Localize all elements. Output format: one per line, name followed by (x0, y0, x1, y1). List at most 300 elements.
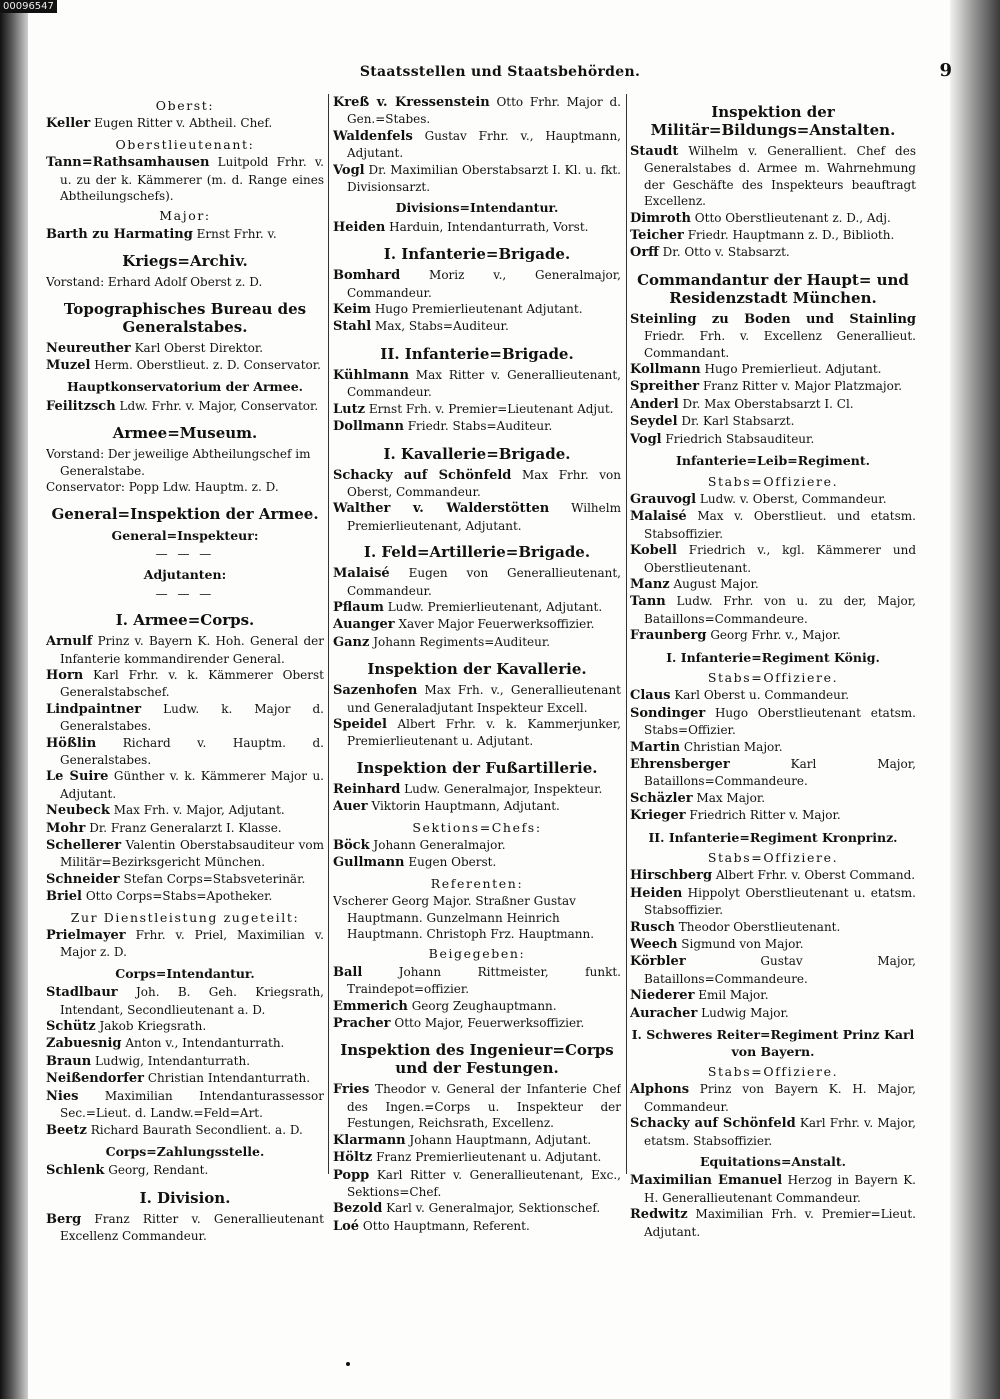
entry-details: Günther v. k. Kämmerer Major u. Adjutant. (60, 769, 324, 801)
entry-surname: Berg (46, 1211, 82, 1227)
entry-details: Gustav Frhr. v., Hauptmann, Adjutant. (347, 128, 621, 161)
section-heading: I. Division. (139, 1188, 231, 1207)
sub-section-heading: Corps=Intendantur. (115, 965, 255, 981)
section-heading: General=Inspektion der Armee. (51, 504, 319, 523)
directory-entry (333, 998, 621, 1015)
directory-entry (46, 357, 324, 374)
entry-details: Karl Frhr. v. k. Kämmerer Oberst Generalstabschef. (60, 667, 324, 700)
entry-details: Johann Hauptmann, Adjutant. (409, 1132, 592, 1147)
entry-details: Eugen Ritter v. Abtheil. Chef. (94, 116, 273, 131)
entry-surname: Fraunberg (630, 628, 707, 644)
entry-surname: Körbler (630, 954, 686, 970)
entry-details: Ludwig, Intendanturrath. (95, 1053, 251, 1068)
directory-entry (333, 837, 621, 854)
entry-details: Maximilian Frh. v. Premier=Lieut. Adjutant. (644, 1207, 916, 1239)
section-heading: I. Feld=Artillerie=Brigade. (363, 543, 591, 562)
directory-entry (46, 340, 324, 357)
entry-surname: Sazenhofen (333, 683, 418, 699)
entry-details: Otto Corps=Stabs=Apotheker. (85, 889, 273, 904)
directory-entry (630, 593, 916, 627)
entry-surname: Grauvogl (630, 491, 697, 507)
entry-surname: Malaisé (630, 509, 687, 525)
section-heading: Commandantur der Haupt= und Residenzstadt München. (637, 270, 909, 307)
directory-entry (630, 576, 916, 593)
entry-details: Max Frhr. von Oberst, Commandeur. (347, 467, 621, 499)
directory-entry (630, 143, 916, 210)
entry-surname: Lindpaintner (46, 701, 142, 717)
entry-details: Eugen von Generallieutenant, Commandeur. (347, 566, 621, 598)
entry-surname: Bomhard (333, 268, 401, 284)
entry-details: Karl Oberst Direktor. (134, 340, 264, 355)
sub-section-heading: Infanterie=Leib=Regiment. (676, 453, 870, 469)
entry-details: Hippolyt Oberstlieutenant u. etatsm. Stabsoffizier. (644, 885, 916, 918)
rank-subheading: Zur Dienstleistung zugeteilt: (70, 909, 300, 925)
entry-details: Dr. Max Oberstabsarzt I. Cl. (682, 396, 854, 411)
section-heading: Inspektion der Fußartillerie. (356, 758, 598, 777)
entry-surname: Emmerich (333, 998, 408, 1014)
page-mark (346, 1362, 350, 1366)
entry-details: Max v. Oberstlieut. und etatsm. Stabsoffizier. (644, 509, 916, 541)
directory-entry (333, 599, 621, 616)
entry-surname: Klarmann (333, 1132, 406, 1148)
entry-surname: Bezold (333, 1201, 383, 1217)
entry-surname: Schacky auf Schönfeld (630, 1116, 796, 1132)
directory-entry (333, 634, 621, 651)
directory-entry (333, 1081, 621, 1131)
directory-entry (630, 431, 916, 448)
directory-entry (333, 267, 621, 301)
entry-surname: Braun (46, 1053, 92, 1069)
entry-surname: Orff (630, 245, 659, 261)
rank-subheading: Stabs=Offiziere. (707, 669, 839, 685)
rank-subheading: Beigegeben: (428, 946, 526, 962)
entry-details: Georg Zeughauptmann. (411, 998, 557, 1013)
directory-entry (630, 790, 916, 807)
section-heading: Inspektion der Militär=Bildungs=Anstalten. (650, 103, 896, 139)
directory-entry (333, 401, 621, 418)
entry-details: Max Ritter v. Generallieutenant, Commandeur. (347, 367, 621, 400)
entry-details: Herm. Oberstlieut. z. D. Conservator. (94, 358, 321, 373)
entry-surname: Stadlbaur (46, 985, 118, 1001)
section-heading: Armee=Museum. (112, 424, 258, 443)
section-heading: Inspektion der Kavallerie. (367, 660, 587, 679)
entry-surname: Nies (46, 1088, 79, 1104)
directory-entry (333, 219, 621, 236)
entry-surname: Pracher (333, 1016, 391, 1032)
entry-surname: Auracher (630, 1005, 698, 1021)
entry-details: Valentin Oberstabsauditeur vom Militär=Bezirksgericht München. (60, 838, 324, 870)
entry-details: Prinz v. Bayern K. Hoh. General der Infanterie kommandirender General. (60, 634, 324, 666)
entry-surname: Redwitz (630, 1207, 688, 1223)
directory-entry (333, 781, 621, 798)
entry-details: Ludw. Generalmajor, Inspekteur. (404, 781, 603, 796)
rank-subheading: Stabs=Offiziere. (707, 850, 839, 866)
entry-details: Otto Oberstlieutenant z. D., Adj. (694, 210, 891, 225)
directory-entry (630, 1206, 916, 1240)
entry-surname: Schacky auf Schönfeld (333, 467, 512, 483)
entry-surname: Waldenfels (333, 128, 413, 144)
entry-details: Karl Oberst u. Commandeur. (674, 688, 850, 703)
directory-entry (630, 687, 916, 704)
directory-entry (630, 756, 916, 790)
directory-entry (46, 667, 324, 701)
directory-entry (46, 768, 324, 802)
directory-entry (333, 616, 621, 633)
rank-subheading: Oberst: (155, 98, 215, 113)
directory-entry (630, 936, 916, 953)
entry-surname: Neureuther (46, 340, 131, 356)
entry-surname: Sondinger (630, 705, 706, 721)
directory-entry (630, 1115, 916, 1149)
entry-surname: Spreither (630, 379, 700, 395)
entry-details: Karl Frhr. v. Major, etatsm. Stabsoffizier. (644, 1116, 916, 1148)
column-2 (333, 94, 621, 1384)
entry-surname: Claus (630, 688, 671, 704)
entry-surname: Vogl (333, 162, 365, 178)
directory-entry (46, 1053, 324, 1070)
entry-details: Johann Rittmeister, funkt. Traindepot=offizier. (347, 964, 621, 997)
entry-details: Ldw. Frhr. v. Major, Conservator. (119, 398, 319, 413)
entry-surname: Alphons (630, 1082, 690, 1098)
directory-entry (630, 508, 916, 542)
directory-entry (333, 565, 621, 599)
entry-surname: Maximilian Emanuel (630, 1173, 783, 1189)
sub-section-heading: Corps=Zahlungsstelle. (105, 1143, 265, 1159)
column-rule (626, 94, 627, 1174)
entry-details: Dr. Franz Generalarzt I. Klasse. (89, 820, 282, 835)
entry-details: Richard Baurath Secondlient. a. D. (90, 1122, 303, 1137)
entry-details: Georg Frhr. v., Major. (710, 628, 841, 643)
directory-entry (46, 984, 324, 1018)
directory-entry (630, 953, 916, 987)
text-line: Vscherer Georg Major. Straßner Gustav Hauptmann. Gunzelmann Heinrich Hauptmann. Christoph Frz. Hauptmann. (333, 894, 595, 942)
directory-entry (630, 1172, 916, 1206)
directory-entry (333, 94, 621, 128)
entry-surname: Martin (630, 739, 681, 755)
directory-entry (630, 244, 916, 261)
rank-subheading: Referenten: (430, 875, 524, 891)
entry-surname: Tann (630, 594, 666, 610)
directory-entry (333, 1149, 621, 1166)
entry-details: Wilhelm v. Generallient. Chef des Generalstabes d. Armee m. Wahrnehmung der Geschäfte des Inspekteurs beauftragt Excellenz. (644, 144, 916, 209)
directory-entry (46, 888, 324, 905)
sub-section-heading: Adjutanten: (143, 567, 227, 583)
sub-section-heading: II. Infanterie=Regiment Kronprinz. (648, 829, 898, 845)
directory-entry (46, 154, 324, 204)
entry-details: Theodor Oberstlieutenant. (678, 919, 841, 934)
entry-surname: Manz (630, 576, 670, 592)
entry-surname: Malaisé (333, 566, 390, 582)
entry-surname: Fries (333, 1082, 370, 1098)
entry-details: Friedrich Stabsauditeur. (665, 431, 815, 446)
entry-surname: Feilitzsch (46, 398, 116, 414)
entry-surname: Beetz (46, 1122, 87, 1138)
entry-details: Herzog in Bayern K. H. Generallieutenant Commandeur. (644, 1173, 916, 1205)
directory-entry (46, 837, 324, 871)
entry-details: Dr. Otto v. Stabsarzt. (662, 245, 790, 260)
entry-details: Wilhelm Premierlieutenant, Adjutant. (347, 501, 621, 533)
directory-entry (630, 227, 916, 244)
directory-entry (630, 1081, 916, 1115)
directory-entry (333, 500, 621, 534)
entry-surname: Stahl (333, 319, 372, 335)
entry-details: Christian Major. (683, 739, 783, 754)
entry-details: Friedr. Hauptmann z. D., Biblioth. (687, 228, 895, 243)
entry-details: Eugen Oberst. (408, 855, 497, 870)
directory-entry (630, 919, 916, 936)
entry-details: Franz Premierlieutenant u. Adjutant. (376, 1150, 602, 1165)
entry-details: Max Major. (696, 790, 766, 805)
directory-entry (630, 542, 916, 576)
directory-entry (333, 318, 621, 335)
directory-entry (46, 633, 324, 667)
entry-details: Karl v. Generalmajor, Sektionschef. (386, 1201, 601, 1216)
directory-entry (46, 871, 324, 888)
entry-surname: Hößlin (46, 735, 97, 751)
entry-details: Dr. Karl Stabsarzt. (681, 414, 795, 429)
column-3 (630, 94, 916, 1384)
directory-entry (333, 854, 621, 871)
directory-entry (46, 735, 324, 769)
directory-entry (46, 1122, 324, 1139)
entry-surname: Zabuesnig (46, 1036, 122, 1052)
entry-surname: Muzel (46, 358, 91, 374)
directory-entry (333, 682, 621, 716)
directory-entry (46, 1018, 324, 1035)
text-line: Vorstand: Der jeweilige Abtheilungschef im Generalstabe. (46, 447, 311, 478)
section-heading: I. Infanterie=Brigade. (383, 245, 571, 264)
entry-surname: Krieger (630, 808, 686, 824)
directory-entry (333, 467, 621, 501)
entry-details: August Major. (673, 576, 759, 591)
entry-details: Christian Intendanturrath. (147, 1071, 311, 1086)
page-number: 9 (939, 60, 952, 81)
directory-entry (333, 162, 621, 196)
entry-details: Xaver Major Feuerwerksoffizier. (398, 617, 595, 632)
directory-entry (630, 1005, 916, 1022)
page-edge-right (950, 0, 1000, 1399)
entry-surname: Auer (333, 799, 368, 815)
entry-details: Albert Frhr. v. k. Kammerjunker, Premierlieutenant u. Adjutant. (347, 716, 621, 749)
entry-details: Hugo Premierlieutenant Adjutant. (374, 302, 583, 317)
entry-surname: Anderl (630, 396, 679, 412)
entry-surname: Höltz (333, 1150, 373, 1166)
entry-details: Dr. Maximilian Oberstabsarzt I. Kl. u. fkt. Divisionsarzt. (347, 162, 621, 195)
entry-surname: Schellerer (46, 838, 122, 853)
entry-details: Friedrich Ritter v. Major. (689, 808, 841, 823)
text-line: Vorstand: Erhard Adolf Oberst z. D. (46, 275, 263, 290)
directory-entry (630, 885, 916, 919)
entry-details: Ernst Frhr. v. (196, 226, 277, 241)
entry-details: Max Frh. v. Major, Adjutant. (113, 803, 285, 818)
entry-surname: Barth zu Harmating (46, 226, 193, 242)
directory-entry (630, 396, 916, 413)
entry-surname: Steinling zu Boden und Stainling (630, 311, 916, 327)
directory-entry (333, 367, 621, 401)
entry-details: Franz Ritter v. Generallieutenant Excellenz Commandeur. (60, 1211, 324, 1244)
entry-details: Friedr. Stabs=Auditeur. (407, 419, 553, 434)
entry-details: Viktorin Hauptmann, Adjutant. (371, 799, 560, 814)
directory-entry (630, 627, 916, 644)
entry-details: Sigmund von Major. (681, 937, 804, 952)
entry-surname: Loé (333, 1218, 360, 1234)
entry-surname: Niederer (630, 988, 695, 1004)
directory-entry (333, 798, 621, 815)
entry-surname: Ehrensberger (630, 757, 730, 772)
entry-details: Karl Major, Bataillons=Commandeure. (644, 757, 916, 789)
directory-entry (630, 491, 916, 508)
directory-entry (333, 964, 621, 998)
entry-details: Karl Ritter v. Generallieutenant, Exc., Sektions=Chef. (347, 1167, 621, 1199)
directory-entry (46, 226, 324, 243)
entry-surname: Schlenk (46, 1163, 105, 1179)
entry-surname: Gullmann (333, 855, 405, 871)
directory-entry (333, 301, 621, 318)
entry-surname: Pflaum (333, 599, 384, 615)
directory-entry (630, 807, 916, 824)
entry-details: Prinz von Bayern K. H. Major, Commandeur. (644, 1082, 916, 1114)
section-heading: Inspektion des Ingenieur=Corps und der Festungen. (340, 1041, 614, 1078)
directory-entry (46, 398, 324, 415)
vacancy-dashes: — — — (155, 586, 215, 601)
entry-surname: Horn (46, 667, 84, 683)
directory-entry (630, 413, 916, 430)
directory-entry (46, 1211, 324, 1245)
page-header (60, 60, 952, 88)
entry-surname: Le Suire (46, 769, 109, 785)
entry-details: Emil Major. (698, 988, 769, 1003)
entry-details: Max Frh. v., Generallieutenant und Generaladjutant Inspekteur Excell. (347, 683, 621, 715)
entry-details: Richard v. Hauptm. d. Generalstabes. (60, 735, 324, 767)
entry-details: Ludw. k. Major d. Generalstabes. (60, 701, 324, 734)
entry-surname: Kreß v. Kressenstein (333, 95, 490, 110)
rank-subheading: Sektions=Chefs: (412, 819, 542, 835)
entry-details: Albert Frhr. v. Oberst Command. (715, 868, 916, 883)
directory-entry (333, 1200, 621, 1217)
entry-surname: Reinhard (333, 781, 401, 797)
directory-entry (630, 210, 916, 227)
entry-surname: Kollmann (630, 362, 701, 378)
entry-details: Georg, Rendant. (108, 1163, 209, 1178)
entry-details: Moriz v., Generalmajor, Commandeur. (347, 268, 621, 300)
entry-details: Frhr. v. Priel, Maximilian v. Major z. D. (60, 928, 324, 960)
entry-surname: Seydel (630, 414, 678, 430)
section-heading: Kriegs=Archiv. (122, 252, 248, 271)
directory-entry (333, 1132, 621, 1149)
sub-section-heading: General=Inspekteur: (111, 527, 259, 543)
directory-entry (333, 1167, 621, 1201)
entry-surname: Tann=Rathsamhausen (46, 155, 210, 171)
directory-entry (46, 1162, 324, 1179)
entry-details: Otto Hauptmann, Referent. (362, 1218, 530, 1233)
entry-surname: Schütz (46, 1019, 96, 1035)
column-1 (46, 94, 324, 1384)
rank-subheading: Stabs=Offiziere. (707, 473, 839, 489)
entry-details: Harduin, Intendanturrath, Vorst. (389, 219, 589, 234)
entry-surname: Teicher (630, 228, 684, 244)
entry-surname: Hirschberg (630, 868, 713, 884)
scan-id-label: 00096547 (0, 0, 57, 13)
rank-subheading: Stabs=Offiziere. (707, 1063, 839, 1079)
directory-entry (46, 701, 324, 735)
entry-details: Ludw. Frhr. von u. zu der, Major, Bataillons=Commandeure. (644, 594, 916, 626)
entry-surname: Heiden (333, 219, 386, 235)
sub-section-heading: I. Infanterie=Regiment König. (666, 649, 880, 665)
directory-entry (333, 1015, 621, 1032)
directory-entry (333, 418, 621, 435)
entry-surname: Arnulf (46, 634, 93, 650)
entry-surname: Dimroth (630, 210, 691, 226)
directory-entry (46, 927, 324, 961)
entry-details: Luitpold Frhr. v. u. zu der k. Kämmerer (m. d. Range eines Abtheilungschefs). (60, 155, 324, 204)
directory-entry (630, 378, 916, 395)
directory-entry (630, 987, 916, 1004)
directory-entry (46, 802, 324, 819)
directory-entry (46, 820, 324, 837)
sub-section-heading: I. Schweres Reiter=Regiment Prinz Karl von Bayern. (631, 1027, 915, 1059)
column-rule (328, 94, 329, 1174)
entry-surname: Dollmann (333, 419, 404, 435)
directory-entry (630, 739, 916, 756)
entry-surname: Staudt (630, 144, 679, 159)
directory-entry (333, 1218, 621, 1235)
entry-details: Friedrich v., kgl. Kämmerer und Oberstlieutenant. (644, 543, 916, 575)
entry-surname: Keller (46, 116, 91, 132)
entry-surname: Kobell (630, 543, 677, 559)
entry-details: Friedr. Frh. v. Excellenz Generallieut. Commandant. (644, 329, 916, 360)
entry-surname: Ganz (333, 634, 370, 650)
entry-surname: Lutz (333, 401, 365, 417)
entry-details: Hugo Oberstlieutenant etatsm. Stabs=Offizier. (644, 705, 916, 738)
entry-details: Ludw. Premierlieutenant, Adjutant. (387, 599, 603, 614)
entry-surname: Schneider (46, 871, 120, 887)
entry-surname: Heiden (630, 885, 683, 901)
entry-details: Ludwig Major. (701, 1005, 789, 1020)
entry-surname: Kühlmann (333, 367, 409, 383)
entry-details: Anton v., Intendanturrath. (125, 1036, 285, 1051)
entry-details: Max, Stabs=Auditeur. (375, 319, 509, 334)
entry-details: Ludw. v. Oberst, Commandeur. (699, 491, 887, 506)
rank-subheading: Oberstlieutenant: (115, 136, 255, 152)
entry-surname: Briel (46, 889, 82, 905)
entry-surname: Speidel (333, 716, 387, 732)
entry-details: Otto Frhr. Major d. Gen.=Stabes. (347, 95, 621, 127)
sub-section-heading: Divisions=Intendantur. (395, 200, 559, 216)
section-heading: I. Armee=Corps. (115, 611, 255, 630)
directory-entry (46, 1088, 324, 1122)
entry-surname: Weech (630, 937, 678, 953)
binding-edge-left (0, 0, 28, 1399)
entry-surname: Neubeck (46, 803, 110, 819)
rank-subheading: Major: (159, 208, 211, 224)
entry-details: Ernst Frh. v. Premier=Lieutenant Adjut. (368, 401, 614, 416)
text-line: Conservator: Popp Ldw. Hauptm. z. D. (46, 480, 279, 495)
vacancy-dashes: — — — (155, 546, 215, 561)
entry-surname: Mohr (46, 820, 86, 836)
entry-surname: Ball (333, 964, 363, 980)
directory-entry (630, 361, 916, 378)
directory-entry (46, 1035, 324, 1052)
entry-details: Theodor v. General der Infanterie Chef des Ingen.=Corps u. Inspekteur der Festungen, Reichsrath, Excellenz. (347, 1082, 621, 1131)
sub-section-heading: Equitations=Anstalt. (699, 1153, 846, 1169)
entry-details: Hugo Premierlieut. Adjutant. (704, 362, 882, 377)
directory-entry (333, 128, 621, 162)
entry-surname: Schäzler (630, 790, 693, 806)
directory-entry (46, 1070, 324, 1087)
entry-surname: Walther v. Walderstötten (333, 501, 550, 517)
entry-surname: Auanger (333, 617, 395, 633)
section-heading: Topographisches Bureau des Generalstabes. (63, 299, 307, 336)
